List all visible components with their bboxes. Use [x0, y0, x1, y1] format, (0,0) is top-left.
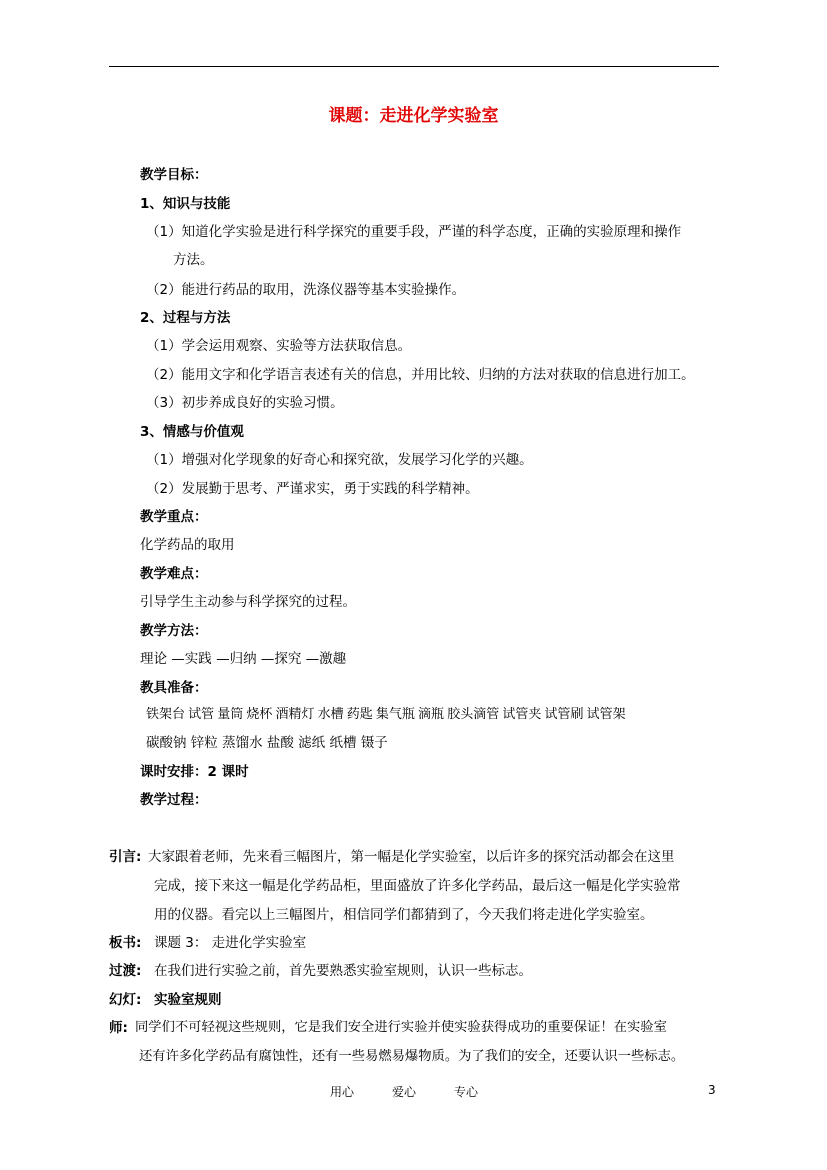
page-number: 3 [708, 1083, 716, 1097]
teacher-line-1: 同学们不可轻视这些规则，它是我们安全进行实验并使实验获得成功的重要保证！在实验室 [135, 1020, 667, 1035]
footer-motto-1: 用心 [330, 1085, 355, 1099]
footer-motto-2: 爱心 [392, 1085, 417, 1099]
process-item-2: （2）能用文字和化学语言表述有关的信息，并用比较、归纳的方法对获取的信息进行加工。 [146, 367, 695, 383]
footer-motto-3: 专心 [454, 1085, 479, 1099]
focus-heading: 教学重点： [140, 509, 208, 525]
board-label: 板书: [109, 935, 142, 951]
difficulty-text: 引导学生主动参与科学探究的过程。 [140, 594, 356, 610]
emotion-item-1: （1）增强对化学现象的好奇心和探究欲，发展学习化学的兴趣。 [146, 452, 533, 468]
schedule-text: 课时安排：2 课时 [140, 764, 249, 780]
header-rule [109, 66, 719, 67]
intro-label: 引言: [109, 849, 142, 865]
objectives-heading: 教学目标： [140, 167, 208, 183]
slide-label: 幻灯: [109, 992, 142, 1008]
teacher-label: 师: [109, 1020, 128, 1036]
process-method-heading: 2、过程与方法 [140, 310, 231, 326]
process-heading: 教学过程： [140, 792, 208, 808]
transition-label: 过渡: [109, 963, 142, 979]
intro-line-2: 完成，接下来这一幅是化学药品柜，里面盛放了许多化学药品，最后这一幅是化学实验常 [154, 878, 681, 894]
footer-motto [330, 1083, 516, 1100]
focus-text: 化学药品的取用 [140, 537, 235, 553]
transition-text: 在我们进行实验之前，首先要熟悉实验室规则，认识一些标志。 [154, 963, 532, 979]
method-text: 理论 —实践 —归纳 —探究 —激趣 [140, 651, 347, 667]
equipment-list-1: 铁架台 试管 量筒 烧杯 酒精灯 水槽 药匙 集气瓶 滴瓶 胶头滴管 试管夹 试管刷 试管架 [146, 707, 626, 722]
slide-text: 实验室规则 [154, 992, 222, 1008]
board-text: 课题 3： 走进化学实验室 [154, 935, 307, 951]
knowledge-item-1: （1）知道化学实验是进行科学探究的重要手段，严谨的科学态度，正确的实验原理和操作 [146, 224, 682, 240]
process-item-3: （3）初步养成良好的实验习惯。 [146, 395, 344, 411]
equipment-list-2: 碳酸钠 锌粒 蒸馏水 盐酸 滤纸 纸槽 镊子 [146, 735, 388, 751]
difficulty-heading: 教学难点： [140, 566, 208, 582]
intro-line-1: 大家跟着老师，先来看三幅图片，第一幅是化学实验室，以后许多的探究活动都会在这里 [148, 849, 675, 865]
knowledge-item-1-cont: 方法。 [173, 252, 214, 268]
teacher-line-2: 还有许多化学药品有腐蚀性，还有一些易燃易爆物质。为了我们的安全，还要认识一些标志。 [139, 1049, 685, 1064]
equipment-heading: 教具准备： [140, 680, 208, 696]
emotion-item-2: （2）发展勤于思考、严谨求实，勇于实践的科学精神。 [146, 481, 479, 497]
method-heading: 教学方法： [140, 623, 208, 639]
intro-line-3: 用的仪器。看完以上三幅图片，相信同学们都猜到了，今天我们将走进化学实验室。 [154, 907, 654, 923]
knowledge-item-2: （2）能进行药品的取用，洗涤仪器等基本实验操作。 [146, 282, 466, 298]
page-title: 课题：走进化学实验室 [328, 106, 499, 126]
process-item-1: （1）学会运用观察、实验等方法获取信息。 [146, 338, 412, 354]
emotion-heading: 3、情感与价值观 [140, 424, 244, 440]
knowledge-heading: 1、知识与技能 [140, 196, 231, 212]
